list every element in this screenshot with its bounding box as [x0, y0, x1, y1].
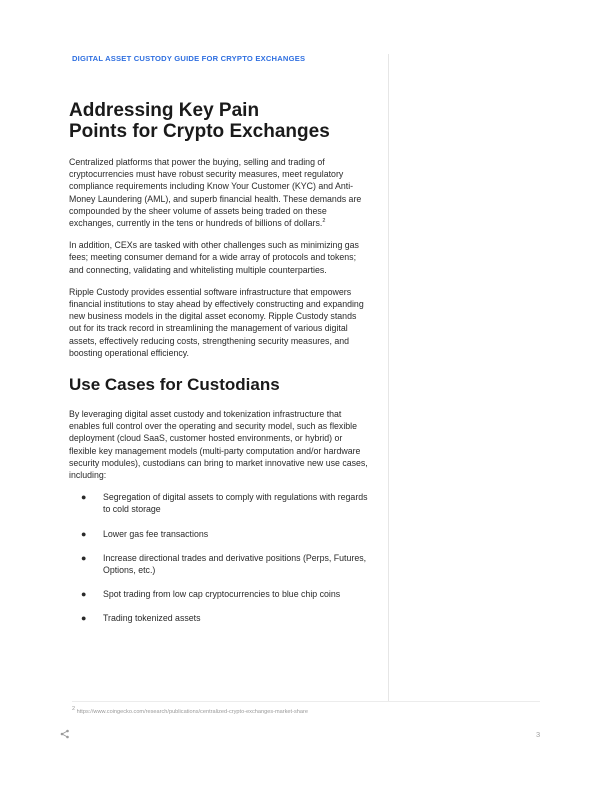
- document-header-title: DIGITAL ASSET CUSTODY GUIDE FOR CRYPTO EXCHANGES: [72, 54, 306, 63]
- use-case-list: [69, 491, 369, 624]
- column-divider: [388, 54, 389, 702]
- bullet-icon: ●: [81, 528, 87, 539]
- list-item: [69, 528, 369, 540]
- ripple-logo-icon: [60, 729, 70, 739]
- section1-paragraph-1-text: Centralized platforms that power the buying, selling and trading of cryptocurrencies must have robust security measures, meet regulatory compliance requirements including Know Your Customer (KYC) and Anti-Money Laundering (AML), and superb financial health. These demands are compounded by the sheer volume of assets being traded on these exchanges, currently in the tens or hundreds of billions of dollars.: [69, 157, 362, 229]
- section1-heading-line1: Addressing Key Pain: [69, 100, 260, 121]
- list-item-text: Lower gas fee transactions: [103, 528, 209, 539]
- section1-paragraph-1: [69, 156, 369, 229]
- list-item: [69, 552, 369, 576]
- list-item: [69, 491, 369, 515]
- bullet-icon: ●: [81, 492, 87, 503]
- footnote-url[interactable]: https://www.coingecko.com/research/publications/centralized-crypto-exchanges-market-share: [76, 709, 308, 715]
- bullet-icon: ●: [81, 589, 87, 600]
- section1-paragraph-2: In addition, CEXs are tasked with other challenges such as minimizing gas fees; meeting consumer demand for a wide array of protocols and tokens; and connecting, validating and whitelisting multiple counterparties.: [69, 240, 359, 275]
- section1-paragraph-3: Ripple Custody provides essential software infrastructure that empowers financial institutions to stay ahead by effectively constructing and expanding new business models in the digital asset economy. Ripple Custody stands out for its track record in streamlining the management of various digital assets, effectively reducing costs, strengthening security measures, and boosting operational efficiency.: [69, 286, 364, 358]
- main-content: [69, 100, 369, 637]
- page-number: 3: [536, 730, 541, 739]
- footnote-reference: 2: [322, 218, 326, 225]
- bullet-icon: ●: [81, 552, 87, 563]
- bullet-icon: ●: [81, 613, 87, 624]
- list-item-text: Trading tokenized assets: [103, 613, 201, 624]
- footnote-divider: [72, 701, 540, 702]
- footnote: [72, 706, 308, 715]
- section1-heading-line2: Points for Crypto Exchanges: [69, 121, 330, 142]
- list-item-text: Spot trading from low cap cryptocurrencies to blue chip coins: [103, 589, 341, 600]
- section2-heading: Use Cases for Custodians: [69, 375, 280, 395]
- list-item: [69, 612, 369, 624]
- section2-paragraph-1: By leveraging digital asset custody and tokenization infrastructure that enables full control over the operating and security model, such as flexible deployment (cloud SaaS, customer hosted environments, or hybrid) or flexible key management models (multi-party computation and/or hardware security modules), custodians can bring to market innovative new use cases, including:: [69, 409, 368, 481]
- list-item-text: Increase directional trades and derivative positions (Perps, Futures, Options, etc.): [103, 552, 367, 576]
- list-item: [69, 588, 369, 600]
- footnote-number: 2: [72, 706, 76, 713]
- list-item-text: Segregation of digital assets to comply with regulations with regards to cold storage: [103, 492, 368, 515]
- section1-heading: [69, 100, 369, 142]
